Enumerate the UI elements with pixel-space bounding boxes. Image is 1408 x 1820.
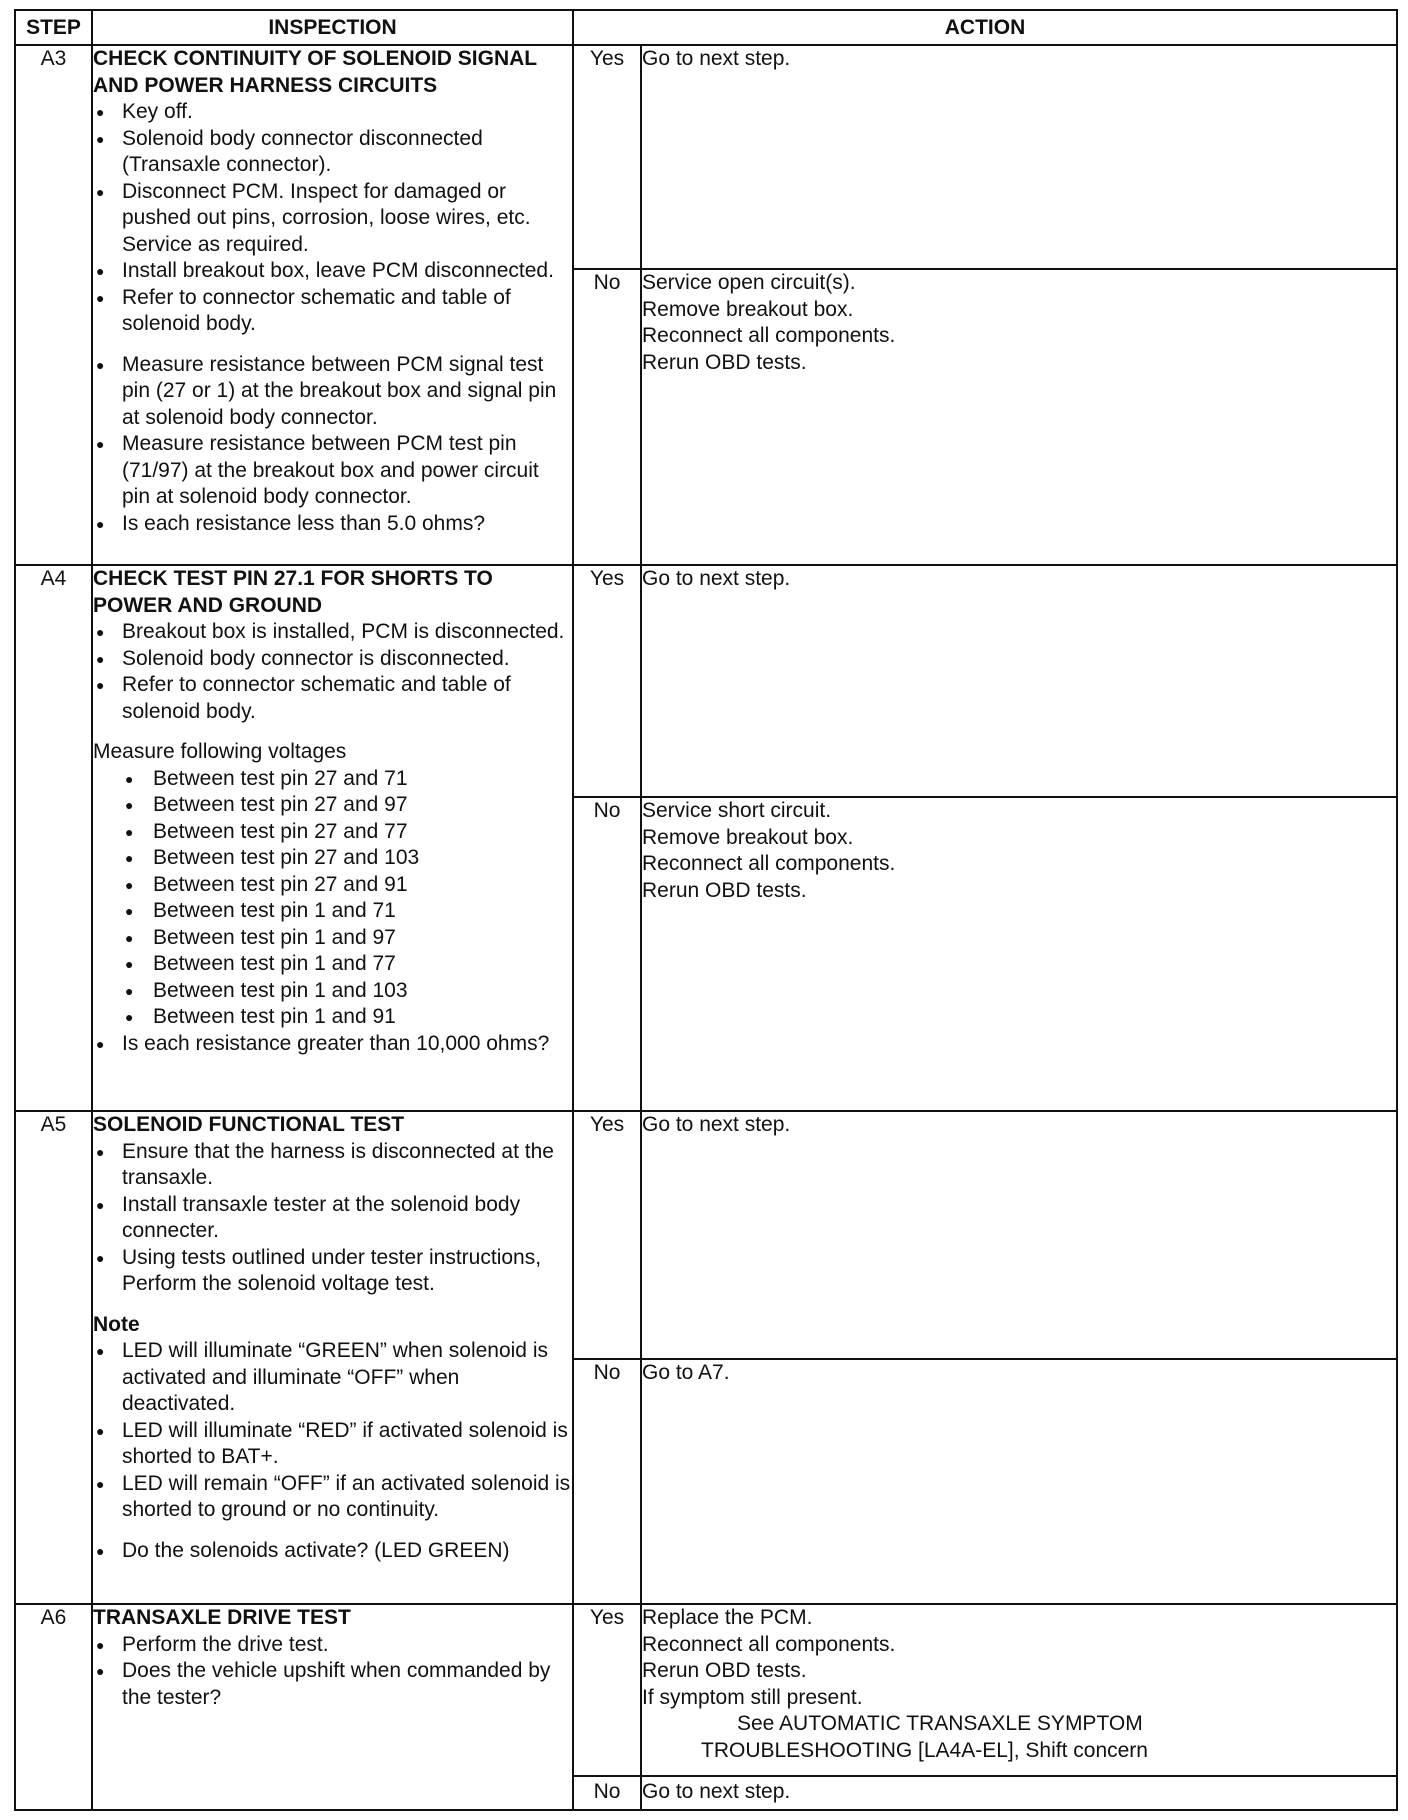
action-line: Service open circuit(s).: [642, 271, 856, 294]
action-line: Reconnect all components.: [642, 852, 896, 875]
list-item: ● Disconnect PCM. Inspect for damaged or pushed out pins, corrosion, loose wires, etc. Service as required.: [93, 179, 572, 259]
note-heading: Note: [93, 1312, 140, 1336]
bullet-list: [93, 1139, 572, 1298]
step-label: A6: [15, 1604, 92, 1810]
diagnostic-table: [14, 9, 1398, 1811]
action-line: Go to next step.: [642, 47, 791, 70]
inspection-cell-a3: [92, 45, 573, 565]
list-item: ● Install transaxle tester at the solenoid body connecter.: [93, 1192, 572, 1245]
action-line: Go to A7.: [642, 1361, 730, 1384]
list-item: ● Between test pin 1 and 77: [93, 951, 572, 978]
yes-label: Yes: [573, 1604, 641, 1776]
list-item: ● Is each resistance less than 5.0 ohms?: [93, 511, 572, 538]
step-row-a3: [15, 45, 1397, 269]
see-reference-continued: TROUBLESHOOTING [LA4A-EL], Shift concern: [701, 1738, 1148, 1762]
list-item: ● Ensure that the harness is disconnected at the transaxle.: [93, 1139, 572, 1192]
action-line: Rerun OBD tests.: [642, 878, 807, 902]
step-label: A4: [15, 565, 92, 1111]
inspection-cell-a4: [92, 565, 573, 1111]
step-label: A3: [15, 45, 92, 565]
step-row-a5: [15, 1111, 1397, 1359]
no-label: No: [573, 269, 641, 565]
bullet-list: [93, 99, 572, 338]
no-label: No: [573, 1359, 641, 1604]
yes-action-a4: [641, 565, 1397, 797]
no-action-a5: [641, 1359, 1397, 1604]
list-item: ● Refer to connector schematic and table of solenoid body.: [93, 672, 572, 725]
header-action: ACTION: [573, 10, 1397, 45]
list-item: ● Does the vehicle upshift when commanded by the tester?: [93, 1658, 572, 1711]
inspection-title: CHECK CONTINUITY OF SOLENOID SIGNAL AND POWER HARNESS CIRCUITS: [93, 47, 537, 97]
list-item: ● Do the solenoids activate? (LED GREEN): [93, 1538, 572, 1565]
measure-heading: Measure following voltages: [93, 740, 347, 763]
action-line: Go to next step.: [642, 1780, 791, 1803]
step-row-a4: [15, 565, 1397, 797]
no-label: No: [573, 797, 641, 1111]
no-action-a6: [641, 1776, 1397, 1810]
list-item: ● Measure resistance between PCM test pin (71/97) at the breakout box and power circuit pin at solenoid body connector.: [93, 431, 572, 511]
yes-action-a6: [641, 1604, 1397, 1776]
list-item: ● Solenoid body connector is disconnected.: [93, 646, 572, 673]
step-row-a6: [15, 1604, 1397, 1776]
see-reference: See AUTOMATIC TRANSAXLE SYMPTOM: [737, 1712, 1143, 1735]
note-list: [93, 1338, 572, 1524]
list-item: ● Install breakout box, leave PCM disconnected.: [93, 258, 572, 285]
inspection-title: SOLENOID FUNCTIONAL TEST: [93, 1113, 405, 1136]
action-line: Replace the PCM.: [642, 1606, 813, 1629]
action-line: If symptom still present.: [642, 1685, 863, 1709]
bullet-list: [93, 352, 572, 538]
list-item: ● Perform the drive test.: [93, 1632, 572, 1659]
list-item: ● LED will remain “OFF” if an activated solenoid is shorted to ground or no continuity.: [93, 1471, 572, 1524]
inspection-title: CHECK TEST PIN 27.1 FOR SHORTS TO POWER AND GROUND: [93, 567, 493, 617]
list-item: ● Between test pin 1 and 97: [93, 925, 572, 952]
action-line: Reconnect all components.: [642, 1632, 896, 1656]
list-item: ● Using tests outlined under tester instructions, Perform the solenoid voltage test.: [93, 1245, 572, 1298]
list-item: ● Between test pin 1 and 103: [93, 978, 572, 1005]
action-line: Remove breakout box.: [642, 825, 854, 849]
action-line: Reconnect all components.: [642, 324, 896, 347]
list-item: ● Breakout box is installed, PCM is disconnected.: [93, 619, 572, 646]
action-line: Rerun OBD tests.: [642, 350, 807, 374]
list-item: ● Solenoid body connector disconnected (Transaxle connector).: [93, 126, 572, 179]
inspection-cell-a6: [92, 1604, 573, 1810]
list-item: ● Key off.: [93, 99, 572, 126]
list-item: ● Between test pin 27 and 97: [93, 792, 572, 819]
action-line: Service short circuit.: [642, 799, 832, 822]
step-label: A5: [15, 1111, 92, 1604]
bullet-list: [93, 1031, 572, 1058]
list-item: ● Refer to connector schematic and table of solenoid body.: [93, 285, 572, 338]
list-item: ● Between test pin 27 and 71: [93, 766, 572, 793]
yes-label: Yes: [573, 565, 641, 797]
no-action-a3: [641, 269, 1397, 565]
inspection-cell-a5: [92, 1111, 573, 1604]
list-item: ● Between test pin 27 and 103: [93, 845, 572, 872]
no-action-a4: [641, 797, 1397, 1111]
action-line: Go to next step.: [642, 1113, 791, 1136]
bullet-list: [93, 1632, 572, 1712]
no-label: No: [573, 1776, 641, 1810]
bullet-list: [93, 1538, 572, 1565]
list-item: ● Between test pin 1 and 71: [93, 898, 572, 925]
list-item: ● Is each resistance greater than 10,000 ohms?: [93, 1031, 572, 1058]
yes-label: Yes: [573, 1111, 641, 1359]
action-line: Go to next step.: [642, 567, 791, 590]
bullet-list: [93, 619, 572, 725]
inspection-title: TRANSAXLE DRIVE TEST: [93, 1606, 351, 1629]
list-item: ● Between test pin 1 and 91: [93, 1004, 572, 1031]
list-item: ● LED will illuminate “RED” if activated solenoid is shorted to BAT+.: [93, 1418, 572, 1471]
yes-label: Yes: [573, 45, 641, 269]
list-item: ● Between test pin 27 and 77: [93, 819, 572, 846]
list-item: ● Measure resistance between PCM signal test pin (27 or 1) at the breakout box and signal pin at solenoid body connector.: [93, 352, 572, 432]
header-step: STEP: [15, 10, 92, 45]
action-line: Remove breakout box.: [642, 297, 854, 321]
action-line: Rerun OBD tests.: [642, 1659, 807, 1682]
list-item: ● Between test pin 27 and 91: [93, 872, 572, 899]
yes-action-a5: [641, 1111, 1397, 1359]
list-item: ● LED will illuminate “GREEN” when solenoid is activated and illuminate “OFF” when deactivated.: [93, 1338, 572, 1418]
yes-action-a3: [641, 45, 1397, 269]
sub-bullet-list: [93, 766, 572, 1031]
header-inspection: INSPECTION: [92, 10, 573, 45]
header-row: [15, 10, 1397, 45]
